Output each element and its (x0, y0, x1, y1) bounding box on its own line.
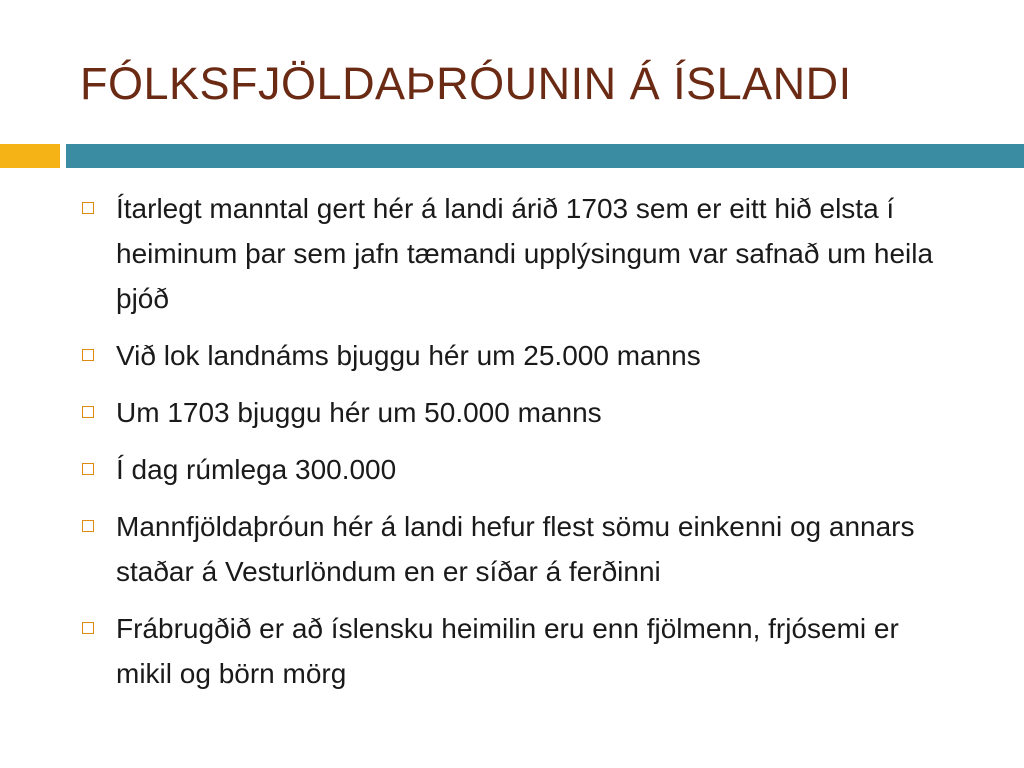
bullet-text: Mannfjöldaþróun hér á landi hefur flest sömu einkenni og annars staðar á Vesturlöndum en er síðar á ferðinni (116, 511, 915, 587)
square-bullet-icon (82, 622, 94, 634)
bullet-item (80, 390, 980, 435)
slide-title: FÓLKSFJÖLDAÞRÓUNIN Á ÍSLANDI (80, 58, 852, 109)
square-bullet-icon (82, 520, 94, 532)
accent-bar-orange (0, 144, 60, 168)
bullet-text: Í dag rúmlega 300.000 (116, 454, 397, 485)
bullet-text: Við lok landnáms bjuggu hér um 25.000 manns (116, 340, 701, 371)
bullet-text: Ítarlegt manntal gert hér á landi árið 1703 sem er eitt hið elsta í heiminum þar sem jafn tæmandi upplýsingum var safnað um heila þjóð (116, 193, 934, 314)
square-bullet-icon (82, 202, 94, 214)
bullet-item (80, 333, 980, 378)
square-bullet-icon (82, 463, 94, 475)
square-bullet-icon (82, 406, 94, 418)
bullet-text: Um 1703 bjuggu hér um 50.000 manns (116, 397, 602, 428)
square-bullet-icon (82, 349, 94, 361)
bullet-item (80, 504, 980, 594)
accent-bar-teal (66, 144, 1024, 168)
bullet-item (80, 447, 980, 492)
bullet-text: Frábrugðið er að íslensku heimilin eru enn fjölmenn, frjósemi er mikil og börn mörg (116, 613, 899, 689)
bullet-item (80, 606, 980, 696)
bullet-item (80, 186, 980, 321)
bullet-list (80, 186, 980, 708)
